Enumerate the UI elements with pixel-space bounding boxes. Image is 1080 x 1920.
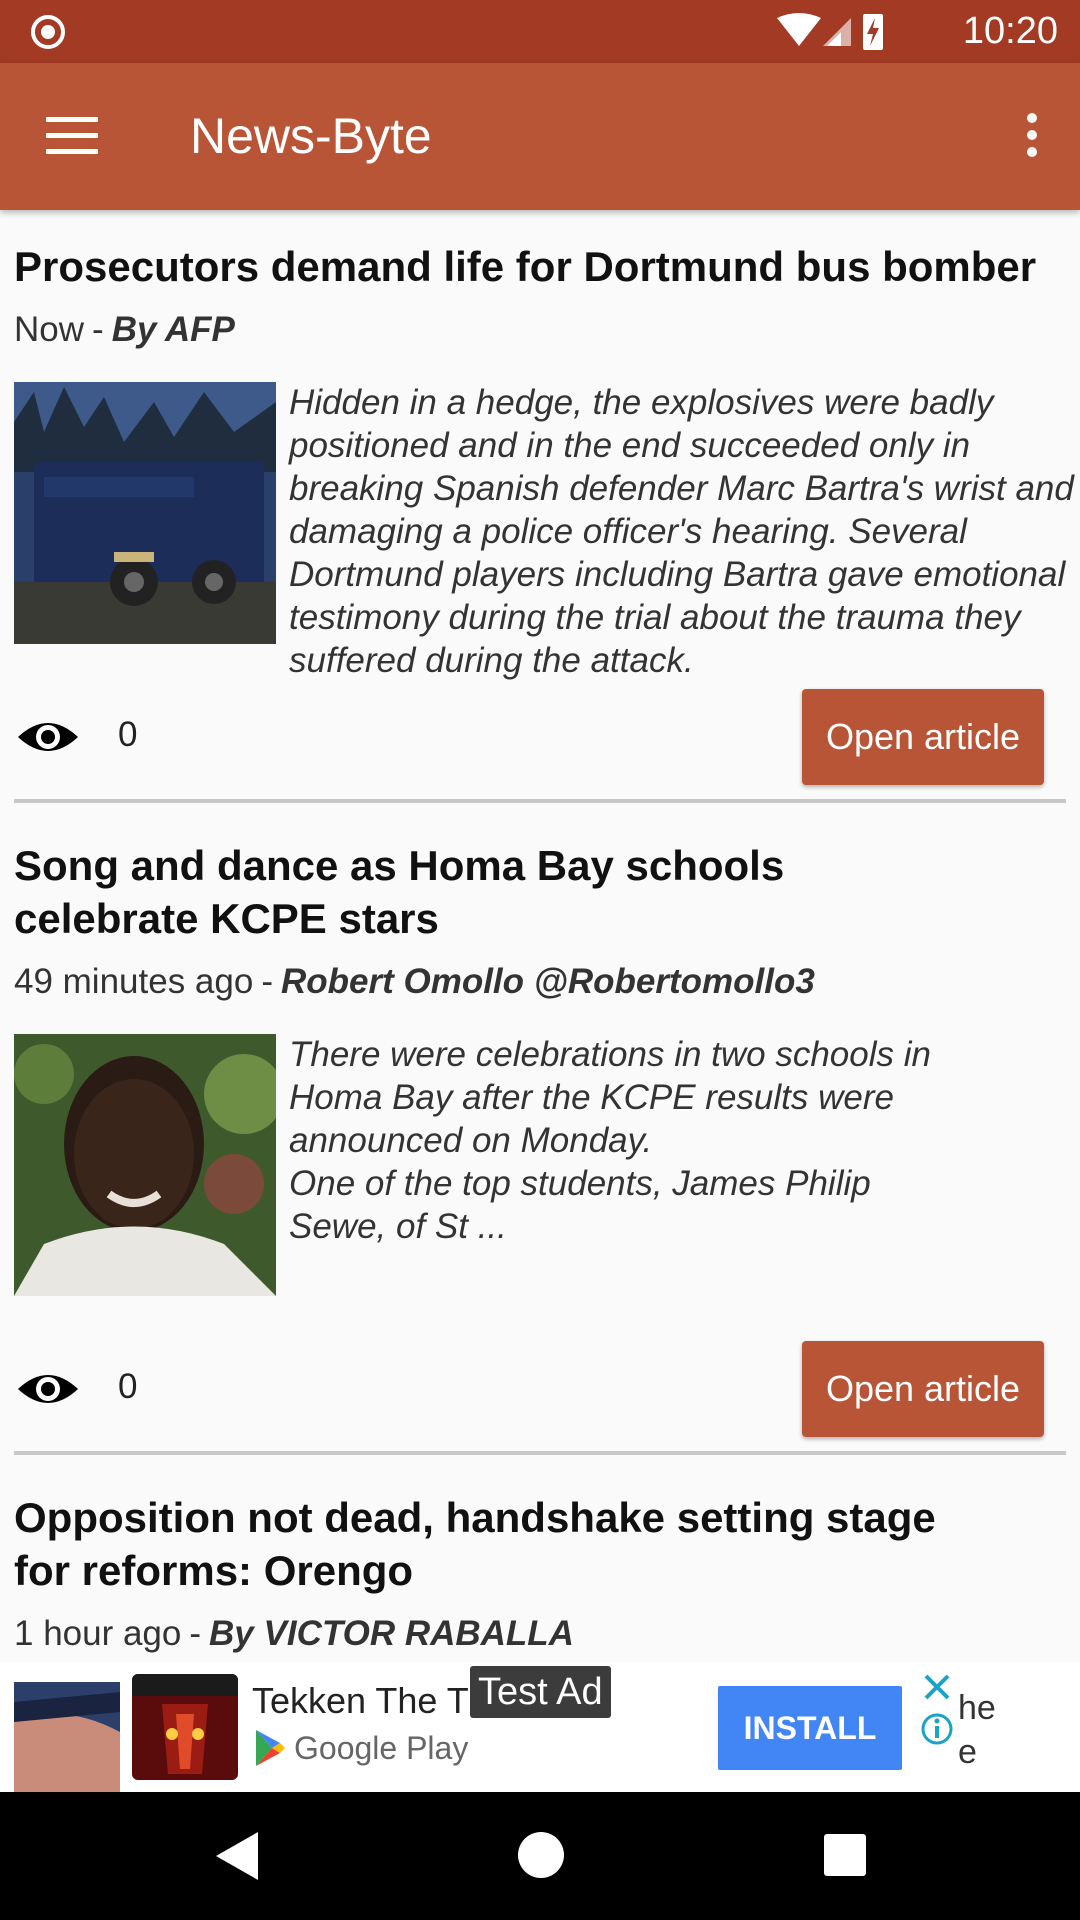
article-summary: Hidden in a hedge, the explosives were badly positioned and in the end succeeded only in breaking Spanish defender Marc Bartra's wrist and damaging a police officer's hearing. Several Dortmund players including Bartra gave emotional testimony during the trial about the trauma they suffered during the attack. [289, 383, 1074, 680]
view-count: 0 [118, 715, 138, 754]
ad-app-name: Tekken The T [252, 1680, 469, 1721]
article-actions [14, 689, 1066, 785]
article-time: Now [14, 310, 85, 349]
record-icon [30, 14, 66, 50]
article-body [14, 377, 1074, 680]
ad-overlap-line: he [958, 1689, 996, 1727]
article-body [14, 1029, 1066, 1291]
info-icon[interactable] [920, 1712, 954, 1746]
meta-separator: - [189, 1614, 202, 1653]
article-meta [14, 305, 1066, 355]
home-icon[interactable] [518, 1832, 564, 1878]
open-article-button[interactable]: Open article [802, 1341, 1044, 1437]
article-author: Robert Omollo @Robertomollo3 [280, 962, 815, 1001]
article-author: By VICTOR RABALLA [209, 1614, 574, 1653]
eye-icon [16, 1367, 80, 1411]
article-thumbnail[interactable] [14, 1034, 276, 1296]
more-options-icon[interactable] [1022, 113, 1042, 163]
article-summary: There were celebrations in two schools in Homa Bay after the KCPE results were announced on Monday. One of the top students, James Philip Sewe, of St ... [289, 1035, 931, 1246]
app-bar [0, 63, 1080, 210]
article-actions [14, 1341, 1066, 1437]
eye-icon [16, 715, 80, 759]
article-meta [14, 957, 1066, 1007]
article-time: 49 minutes ago [14, 962, 254, 1001]
meta-separator: - [261, 962, 273, 1001]
article-card [0, 1455, 1080, 1659]
app-title: News-Byte [190, 108, 432, 164]
article-title[interactable]: Prosecutors demand life for Dortmund bus bomber [14, 243, 1037, 290]
article-author: By AFP [111, 310, 235, 349]
status-bar [0, 0, 1080, 63]
meta-separator: - [92, 310, 104, 349]
app-icon [132, 1674, 238, 1780]
article-thumbnail[interactable] [14, 382, 276, 644]
system-nav-bar [0, 1792, 1080, 1920]
ad-store-label: Google Play [294, 1730, 469, 1766]
ad-banner[interactable] [0, 1662, 1080, 1792]
signal-battery-icons [775, 12, 885, 52]
article-time: 1 hour ago [14, 1614, 182, 1653]
test-ad-badge: Test Ad [470, 1666, 611, 1718]
article-meta [14, 1609, 1066, 1659]
ad-overlap-text [958, 1686, 996, 1774]
article-title[interactable]: Opposition not dead, handshake setting stage for reforms: Orengo [14, 1494, 936, 1594]
article-thumbnail [14, 1682, 120, 1792]
view-count: 0 [118, 1367, 138, 1406]
back-icon[interactable] [214, 1830, 260, 1882]
article-card [0, 210, 1080, 803]
google-play-icon [254, 1728, 286, 1768]
install-button[interactable]: INSTALL [718, 1686, 902, 1770]
news-feed[interactable] [0, 210, 1080, 1792]
status-time: 10:20 [962, 10, 1058, 52]
ad-store [254, 1728, 469, 1772]
close-icon[interactable] [922, 1672, 952, 1702]
hamburger-menu-icon[interactable] [46, 117, 98, 157]
recent-apps-icon[interactable] [824, 1834, 866, 1876]
ad-overlap-line: e [958, 1733, 977, 1771]
article-title[interactable]: Song and dance as Homa Bay schools celebrate KCPE stars [14, 842, 785, 942]
open-article-button[interactable]: Open article [802, 689, 1044, 785]
article-card [0, 803, 1080, 1455]
